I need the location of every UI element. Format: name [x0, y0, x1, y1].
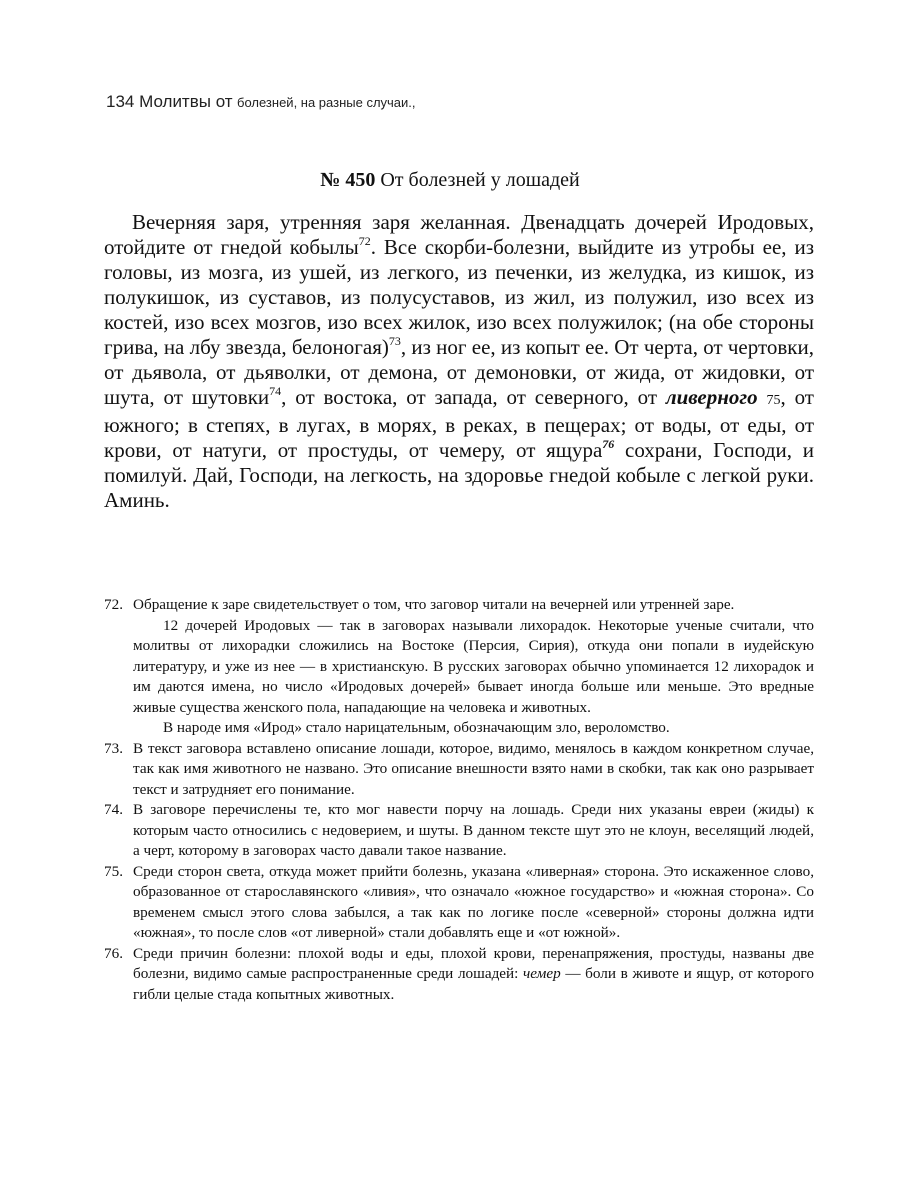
prayer-title-text: От болезней у лошадей: [380, 169, 580, 191]
footnote-number: 73.: [104, 739, 123, 757]
footnote-ref-72: 72: [358, 234, 371, 248]
prayer-text-part: , от южного; в степях, в лугах, в морях, в реках, в пещерах; от воды, от еды, от крови, от натуги, от простуды, от чемеру, от ящура: [104, 385, 814, 462]
header-page-number-title: 134 Молитвы от: [106, 92, 233, 111]
footnote-76: [104, 944, 814, 1006]
footnote-74: [104, 800, 814, 862]
footnote-number: 75.: [104, 862, 123, 880]
emphasized-word-liver: ливерного: [665, 385, 758, 409]
header-subtitle: болезней, на разные случаи.,: [237, 95, 416, 110]
footnotes: [104, 595, 814, 1005]
footnote-ref-73: 73: [388, 334, 401, 348]
prayer-text-part: Вечерняя заря, утренняя заря желанная. Двенадцать дочерей Иродовых, отойдите от гнедой кобылы: [104, 210, 814, 259]
footnote-text: В текст заговора вставлено описание лошади, которое, видимо, менялось в каждом конкретном случае, так как имя животного не названо. Это описание внешности взято нами в скобки, так как оно разрывает текст и затрудняет его понимание.: [133, 739, 814, 798]
footnote-ref-74: 74: [269, 384, 282, 398]
footnote-text-part: — боли в животе и ящур, от которого гибли целые стада копытных животных.: [133, 965, 814, 1003]
footnote-73: [104, 739, 814, 801]
footnote-text: Среди сторон света, откуда может прийти болезнь, указана «ливерная» сторона. Это искаженное слово, образованное от старославянского «ливия», что означало «южное государство» и «южная сторона». Со временем смысл этого слова забылся, а так как по логике после «северной» стороны должна идти «южная», то после слов «от ливерной» стали добавлять еще и «от южной».: [133, 862, 814, 941]
footnote-text: Обращение к заре свидетельствует о том, что заговор читали на вечерней или утренней заре.: [133, 596, 735, 613]
footnote-text: В народе имя «Ирод» стало нарицательным, обозначающим зло, вероломство.: [163, 719, 670, 736]
prayer-text-part: , из ног ее, из копыт ее. От черта, от чертовки, от дьявола, от дьяволки, от демона, от демоновки, от жида, от жидовки, от шута, от шутовки: [104, 335, 814, 409]
footnote-ref-75: 75: [766, 393, 781, 408]
prayer-number: № 450: [320, 169, 376, 191]
prayer-text-part: . Все скорби-болезни, выйдите из утробы ее, из головы, из мозга, из ушей, из легкого, из печенки, из желудка, из кишок, из полукишок, из суставов, из полусуставов, из жил, из полужил, изо всех из костей, изо всех мозгов, изо всех жилок, изо всех полужилок; (на обе стороны грива, на лбу звезда, белоногая): [104, 235, 814, 359]
footnote-text: В заговоре перечислены те, кто мог навести порчу на лошадь. Среди них указаны евреи (жиды) к которым часто относились с недоверием, и шуты. В данном тексте шут это не клоун, веселящий людей, а черт, которому в заговорах часто давали такое название.: [133, 801, 814, 859]
prayer-text: [104, 210, 814, 513]
prayer-text-part: , от востока, от запада, от северного, от: [281, 385, 666, 409]
footnote-ref-76: 76: [602, 437, 615, 451]
prayer-title: [0, 169, 900, 192]
footnote-75: [104, 862, 814, 944]
term-chemer: чемер: [523, 965, 561, 982]
footnote-text: 12 дочерей Иродовых — так в заговорах называли лихорадок. Некоторые ученые считали, что молитвы от лихорадки сложились на Востоке (Персия, Сирия), откуда они попали в иудейскую литературу, и уже из нее — в христианскую. В русских заговорах обычно упоминается 12 лихорадок и им даются имена, но число «Иродовых дочерей» бывает иногда больше или меньше. Это вредные живые существа женского пола, нападающие на человека и животных.: [133, 616, 814, 716]
footnote-number: 72.: [104, 596, 123, 613]
footnote-number: 74.: [104, 801, 123, 818]
page-header: [106, 92, 416, 112]
footnote-number: 76.: [104, 944, 123, 962]
footnote-text: [133, 944, 814, 1006]
prayer-text-part: сохрани, Господи, и помилуй. Дай, Господи, на легкость, на здоровье гнедой кобыле с легкой руки. Аминь.: [104, 438, 814, 512]
footnote-text-part: Среди причин болезни: плохой воды и еды, плохой крови, перенапряжения, простуды, названы две болезни, видимо самые распространенные среди лошадей:: [133, 944, 814, 982]
footnote-72: [104, 595, 814, 739]
